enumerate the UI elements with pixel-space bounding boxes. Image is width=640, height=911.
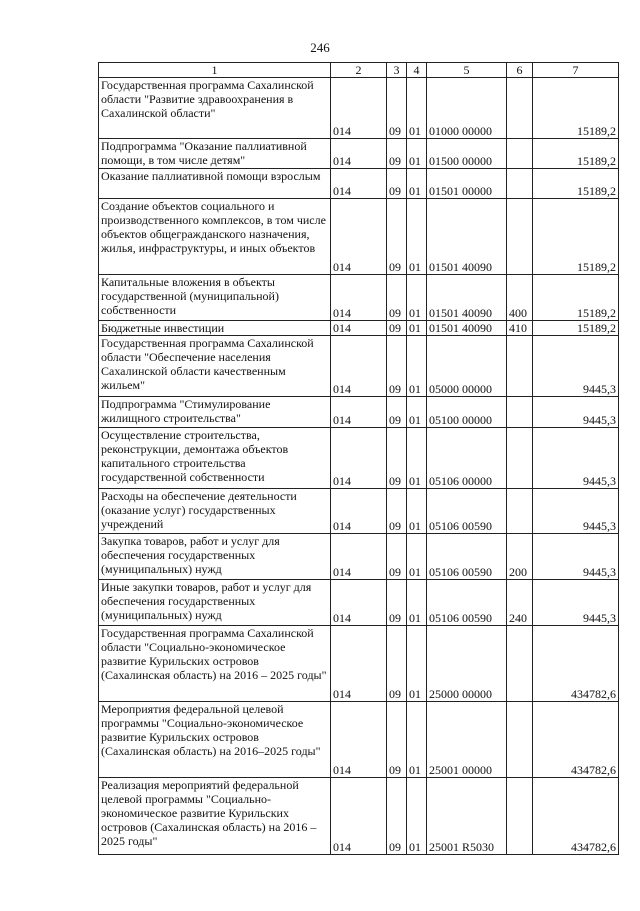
- row-expense-type-cell: [507, 397, 533, 428]
- row-target-article-cell: 01501 40090: [427, 275, 507, 321]
- header-cell: 7: [533, 63, 619, 78]
- page-number: 246: [310, 40, 330, 55]
- table-row: [99, 626, 619, 702]
- row-section-cell: 09: [387, 626, 407, 702]
- row-target-article-cell: 05106 00000: [427, 428, 507, 489]
- row-section-cell: 09: [387, 428, 407, 489]
- row-amount-cell: 15189,2: [533, 139, 619, 169]
- row-name-cell: Создание объектов социального и производственного комплексов, в том числе объектов общегражданского назначения, жилья, инфраструктуры, и иных объектов: [99, 199, 331, 275]
- row-amount-cell: 9445,3: [533, 534, 619, 580]
- row-section-cell: 09: [387, 169, 407, 199]
- row-code-cell: 014: [331, 321, 387, 336]
- row-section-cell: 09: [387, 580, 407, 626]
- row-name-cell: Бюджетные инвестиции: [99, 321, 331, 336]
- row-code-cell: 014: [331, 778, 387, 855]
- table-row: [99, 139, 619, 169]
- row-target-article-cell: 25000 00000: [427, 626, 507, 702]
- table-row: [99, 428, 619, 489]
- row-subsection-cell: 01: [407, 199, 427, 275]
- row-expense-type-cell: [507, 78, 533, 139]
- row-section-cell: 09: [387, 702, 407, 778]
- row-amount-cell: 15189,2: [533, 78, 619, 139]
- table-row: [99, 489, 619, 534]
- row-subsection-cell: 01: [407, 139, 427, 169]
- row-code-cell: 014: [331, 580, 387, 626]
- row-name-cell: Иные закупки товаров, работ и услуг для обеспечения государственных (муниципальных) нужд: [99, 580, 331, 626]
- table-row: [99, 199, 619, 275]
- table-row: [99, 336, 619, 397]
- row-code-cell: 014: [331, 139, 387, 169]
- table-header-row: [99, 63, 619, 78]
- table-row: [99, 275, 619, 321]
- row-subsection-cell: 01: [407, 702, 427, 778]
- table-row: [99, 321, 619, 336]
- row-expense-type-cell: [507, 199, 533, 275]
- row-target-article-cell: 01500 00000: [427, 139, 507, 169]
- row-amount-cell: 434782,6: [533, 702, 619, 778]
- row-code-cell: 014: [331, 275, 387, 321]
- row-section-cell: 09: [387, 199, 407, 275]
- header-cell: 3: [387, 63, 407, 78]
- table-row: [99, 78, 619, 139]
- header-cell: 1: [99, 63, 331, 78]
- header-cell: 4: [407, 63, 427, 78]
- row-name-cell: Осуществление строительства, реконструкции, демонтажа объектов капитального строительства государственной собственности: [99, 428, 331, 489]
- row-code-cell: 014: [331, 169, 387, 199]
- row-subsection-cell: 01: [407, 778, 427, 855]
- row-name-cell: Подпрограмма "Стимулирование жилищного строительства": [99, 397, 331, 428]
- table-row: [99, 534, 619, 580]
- row-code-cell: 014: [331, 78, 387, 139]
- row-target-article-cell: 05106 00590: [427, 534, 507, 580]
- row-target-article-cell: 01000 00000: [427, 78, 507, 139]
- row-target-article-cell: 05100 00000: [427, 397, 507, 428]
- row-amount-cell: 15189,2: [533, 321, 619, 336]
- table-row: [99, 397, 619, 428]
- row-expense-type-cell: [507, 778, 533, 855]
- row-target-article-cell: 05106 00590: [427, 489, 507, 534]
- row-code-cell: 014: [331, 534, 387, 580]
- header-cell: 2: [331, 63, 387, 78]
- row-name-cell: Мероприятия федеральной целевой программы "Социально-экономическое развитие Курильских островов (Сахалинская область) на 2016–2025 годы": [99, 702, 331, 778]
- row-expense-type-cell: 200: [507, 534, 533, 580]
- row-code-cell: 014: [331, 397, 387, 428]
- row-subsection-cell: 01: [407, 428, 427, 489]
- row-amount-cell: 9445,3: [533, 489, 619, 534]
- row-expense-type-cell: [507, 702, 533, 778]
- row-section-cell: 09: [387, 139, 407, 169]
- row-subsection-cell: 01: [407, 534, 427, 580]
- row-expense-type-cell: [507, 626, 533, 702]
- row-section-cell: 09: [387, 778, 407, 855]
- row-target-article-cell: 01501 00000: [427, 169, 507, 199]
- row-subsection-cell: 01: [407, 169, 427, 199]
- row-section-cell: 09: [387, 336, 407, 397]
- row-target-article-cell: 01501 40090: [427, 199, 507, 275]
- row-expense-type-cell: [507, 169, 533, 199]
- row-section-cell: 09: [387, 275, 407, 321]
- row-code-cell: 014: [331, 489, 387, 534]
- table-row: [99, 778, 619, 855]
- budget-table: [98, 62, 619, 855]
- row-target-article-cell: 05000 00000: [427, 336, 507, 397]
- row-expense-type-cell: 240: [507, 580, 533, 626]
- row-target-article-cell: 25001 R5030: [427, 778, 507, 855]
- row-target-article-cell: 05106 00590: [427, 580, 507, 626]
- row-name-cell: Государственная программа Сахалинской области "Развитие здравоохранения в Сахалинской области": [99, 78, 331, 139]
- row-name-cell: Расходы на обеспечение деятельности (оказание услуг) государственных учреждений: [99, 489, 331, 534]
- header-cell: 6: [507, 63, 533, 78]
- row-name-cell: Капитальные вложения в объекты государственной (муниципальной) собственности: [99, 275, 331, 321]
- row-subsection-cell: 01: [407, 78, 427, 139]
- row-subsection-cell: 01: [407, 626, 427, 702]
- row-code-cell: 014: [331, 199, 387, 275]
- row-amount-cell: 434782,6: [533, 778, 619, 855]
- row-section-cell: 09: [387, 534, 407, 580]
- row-subsection-cell: 01: [407, 321, 427, 336]
- row-name-cell: Оказание паллиативной помощи взрослым: [99, 169, 331, 199]
- row-amount-cell: 434782,6: [533, 626, 619, 702]
- row-expense-type-cell: [507, 139, 533, 169]
- header-cell: 5: [427, 63, 507, 78]
- row-name-cell: Закупка товаров, работ и услуг для обеспечения государственных (муниципальных) нужд: [99, 534, 331, 580]
- table-row: [99, 702, 619, 778]
- row-expense-type-cell: 410: [507, 321, 533, 336]
- row-name-cell: Государственная программа Сахалинской области "Социально-экономическое развитие Курильских островов (Сахалинская область) на 2016 – 2025 годы": [99, 626, 331, 702]
- row-name-cell: Государственная программа Сахалинской области "Обеспечение населения Сахалинской области качественным жильем": [99, 336, 331, 397]
- row-code-cell: 014: [331, 336, 387, 397]
- table-body: [99, 78, 619, 855]
- row-amount-cell: 9445,3: [533, 428, 619, 489]
- row-amount-cell: 9445,3: [533, 397, 619, 428]
- row-amount-cell: 15189,2: [533, 199, 619, 275]
- row-amount-cell: 15189,2: [533, 169, 619, 199]
- row-section-cell: 09: [387, 397, 407, 428]
- table-row: [99, 580, 619, 626]
- row-subsection-cell: 01: [407, 336, 427, 397]
- row-name-cell: Реализация мероприятий федеральной целевой программы "Социально-экономическое развитие Курильских островов (Сахалинская область) на 2016 –2025 годы": [99, 778, 331, 855]
- row-section-cell: 09: [387, 489, 407, 534]
- row-code-cell: 014: [331, 428, 387, 489]
- row-expense-type-cell: [507, 489, 533, 534]
- row-expense-type-cell: 400: [507, 275, 533, 321]
- row-target-article-cell: 25001 00000: [427, 702, 507, 778]
- row-expense-type-cell: [507, 428, 533, 489]
- row-code-cell: 014: [331, 702, 387, 778]
- row-subsection-cell: 01: [407, 275, 427, 321]
- row-name-cell: Подпрограмма "Оказание паллиативной помощи, в том числе детям": [99, 139, 331, 169]
- row-expense-type-cell: [507, 336, 533, 397]
- row-code-cell: 014: [331, 626, 387, 702]
- row-subsection-cell: 01: [407, 580, 427, 626]
- row-target-article-cell: 01501 40090: [427, 321, 507, 336]
- row-section-cell: 09: [387, 321, 407, 336]
- table-row: [99, 169, 619, 199]
- row-amount-cell: 9445,3: [533, 336, 619, 397]
- row-subsection-cell: 01: [407, 397, 427, 428]
- row-subsection-cell: 01: [407, 489, 427, 534]
- row-amount-cell: 9445,3: [533, 580, 619, 626]
- row-section-cell: 09: [387, 78, 407, 139]
- row-amount-cell: 15189,2: [533, 275, 619, 321]
